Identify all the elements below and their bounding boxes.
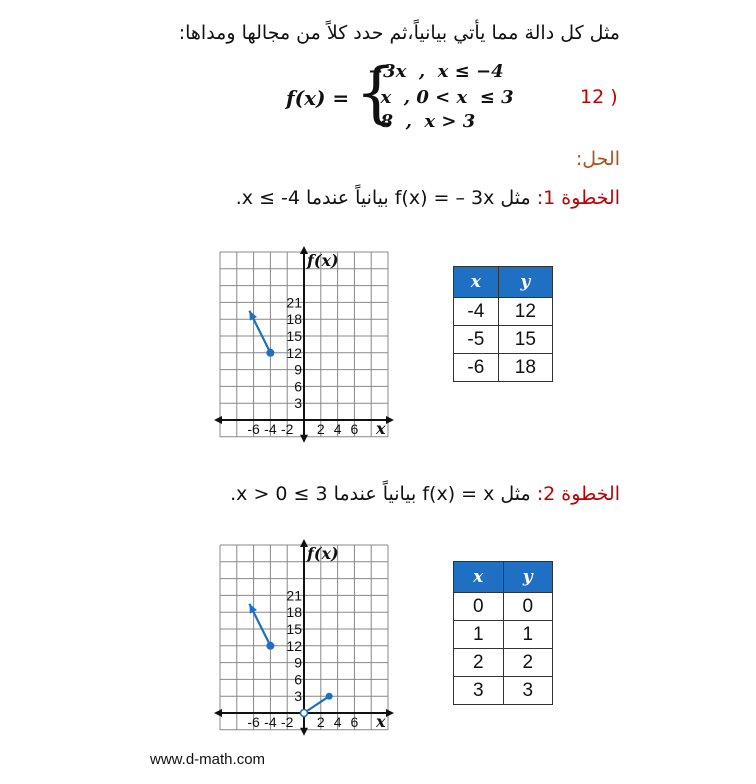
open-point [301, 710, 308, 717]
table-cell: -5 [454, 326, 499, 354]
table-cell: 1 [454, 621, 504, 649]
table-cell: 12 [498, 298, 552, 326]
table-cell: -4 [454, 298, 499, 326]
y-tick-label: 6 [294, 378, 302, 395]
table-cell: 3 [454, 677, 504, 705]
y-tick-label: 9 [294, 654, 302, 671]
solution-label: الحل: [575, 148, 620, 170]
table-row [454, 621, 553, 649]
y-tick-label: 12 [286, 637, 302, 654]
value-table-2 [453, 561, 553, 705]
y-axis-arrow-down [300, 435, 308, 443]
table-cell: 15 [498, 326, 552, 354]
table-cell: 2 [503, 649, 553, 677]
x-tick-label: 6 [350, 421, 359, 437]
piecewise-brace: { [355, 54, 397, 131]
x-axis-arrow-left [214, 709, 222, 717]
step-2-label: الخطوة 2: [536, 483, 620, 505]
y-tick-label: 15 [286, 328, 302, 344]
x-tick-label: -2 [280, 421, 294, 437]
y-tick-label: 3 [294, 688, 302, 705]
x-tick-label: 2 [316, 714, 325, 730]
graph-step-2 [212, 537, 394, 737]
step-1 [236, 187, 620, 209]
x-tick-label: 4 [333, 714, 342, 730]
table-cell: 0 [503, 593, 553, 621]
table-1-header-y: y [498, 267, 552, 298]
piece-case-1: −3x , x ≤ −4 [368, 61, 504, 82]
table-row [454, 354, 553, 382]
function-lhs: f(x) = [286, 86, 350, 110]
table-cell: 2 [454, 649, 504, 677]
x-tick-label: -6 [247, 421, 260, 437]
table-row [454, 649, 553, 677]
table-1-header-x: x [454, 267, 499, 298]
table-2-header-x: x [454, 562, 504, 593]
table-2-header-y: y [503, 562, 553, 593]
problem-number: 12 ) [580, 86, 618, 108]
table-cell: 0 [454, 593, 504, 621]
x-tick-label: -4 [264, 714, 277, 730]
table-row [454, 326, 553, 354]
x-tick-label: 2 [316, 421, 325, 437]
table-row [454, 677, 553, 705]
step-2 [230, 483, 620, 505]
y-tick-label: 21 [286, 587, 302, 604]
series-line-2 [304, 696, 329, 713]
closed-point [266, 349, 274, 357]
y-axis-arrow-down [300, 728, 308, 736]
y-tick-label: 6 [294, 671, 302, 688]
footer-url: www.d-math.com [150, 751, 266, 768]
piece-case-2: x , 0 < x ≤ 3 [368, 87, 514, 108]
y-axis-label: f(x) [307, 544, 339, 563]
y-axis-label: f(x) [307, 251, 339, 270]
table-cell: 3 [503, 677, 553, 705]
table-row [454, 298, 553, 326]
x-tick-label: 6 [350, 714, 359, 730]
x-tick-label: -6 [247, 714, 260, 730]
y-tick-label: 3 [294, 395, 302, 412]
question-text: مثل كل دالة مما يأتي بيانياً،ثم حدد كلاً من مجالها ومداها: [178, 22, 620, 44]
x-tick-label: -2 [280, 714, 294, 730]
table-cell: 18 [498, 354, 552, 382]
value-table-1 [453, 266, 553, 382]
table-cell: -6 [454, 354, 499, 382]
step-2-text: مثل f(x) = x بيانياً عندما 3 ≥ x > 0. [230, 483, 531, 505]
graph-step-1 [212, 244, 394, 444]
x-axis-label: x [376, 419, 386, 438]
x-axis-arrow-right [386, 709, 394, 717]
x-axis-label: x [376, 712, 386, 731]
x-axis-arrow-left [214, 416, 222, 424]
closed-point [266, 642, 274, 650]
y-tick-label: 12 [286, 344, 302, 361]
table-row [454, 593, 553, 621]
closed-point [326, 693, 333, 700]
x-tick-label: -4 [264, 421, 277, 437]
x-tick-label: 4 [333, 421, 342, 437]
step-1-text: مثل f(x) = – 3x بيانياً عندما 4- ≥ x. [235, 187, 531, 209]
y-tick-label: 18 [286, 604, 302, 621]
table-cell: 1 [503, 621, 553, 649]
piece-case-3: 8 , x > 3 [368, 111, 476, 132]
y-tick-label: 21 [286, 294, 302, 311]
y-tick-label: 15 [286, 621, 302, 637]
step-1-label: الخطوة 1: [536, 187, 620, 209]
y-tick-label: 9 [294, 361, 302, 378]
x-axis-arrow-right [386, 416, 394, 424]
y-tick-label: 18 [286, 311, 302, 328]
